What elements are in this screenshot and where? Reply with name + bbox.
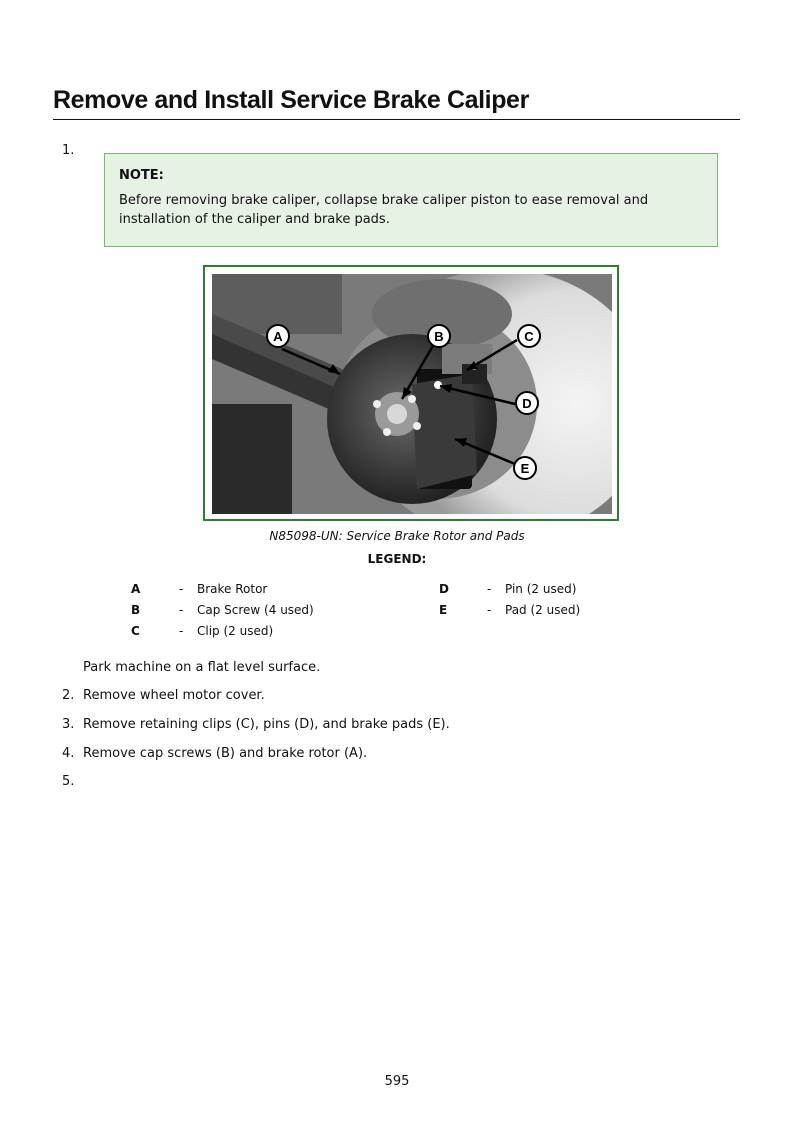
legend-text: Pin (2 used) xyxy=(505,582,577,596)
legend-text: Brake Rotor xyxy=(197,582,268,596)
legend-key: B xyxy=(131,603,141,617)
step-4-text: Remove cap screws (B) and brake rotor (A). xyxy=(83,746,368,761)
note-text: Before removing brake caliper, collapse brake caliper piston to ease removal and installation of the caliper and brake pads. xyxy=(119,193,649,227)
legend-dash: - xyxy=(179,582,184,596)
step-2-text: Remove wheel motor cover. xyxy=(83,688,265,703)
legend-key: E xyxy=(439,603,448,617)
callout-c: C xyxy=(524,329,534,344)
step-2-number: 2. xyxy=(62,688,75,703)
step-5-number: 5. xyxy=(62,774,75,789)
legend-title: LEGEND: xyxy=(367,552,427,566)
callout-a: A xyxy=(273,329,283,344)
figure-frame xyxy=(203,265,619,521)
park-instruction: Park machine on a flat level surface. xyxy=(83,660,321,675)
legend-dash: - xyxy=(179,603,184,617)
legend-dash: - xyxy=(487,582,492,596)
step-3-text: Remove retaining clips (C), pins (D), and brake pads (E). xyxy=(83,717,450,732)
note-box xyxy=(104,153,718,247)
legend-key: A xyxy=(131,582,141,596)
page-title: Remove and Install Service Brake Caliper xyxy=(53,86,740,120)
page-number: 595 xyxy=(384,1074,410,1089)
legend-text: Pad (2 used) xyxy=(505,603,581,617)
legend-text: Cap Screw (4 used) xyxy=(197,603,314,617)
legend-key: D xyxy=(439,582,449,596)
callout-b: B xyxy=(434,329,444,344)
step-4-number: 4. xyxy=(62,746,75,761)
legend-dash: - xyxy=(179,624,184,638)
brake-rotor-photo xyxy=(212,274,612,514)
note-title: NOTE: xyxy=(119,168,164,183)
callout-e: E xyxy=(520,461,530,476)
figure-caption: N85098-UN: Service Brake Rotor and Pads xyxy=(269,529,525,543)
step-3-number: 3. xyxy=(62,717,75,732)
legend-key: C xyxy=(131,624,140,638)
legend-text: Clip (2 used) xyxy=(197,624,274,638)
step-1-number: 1. xyxy=(62,143,75,158)
legend-dash: - xyxy=(487,603,492,617)
callout-d: D xyxy=(522,396,532,411)
